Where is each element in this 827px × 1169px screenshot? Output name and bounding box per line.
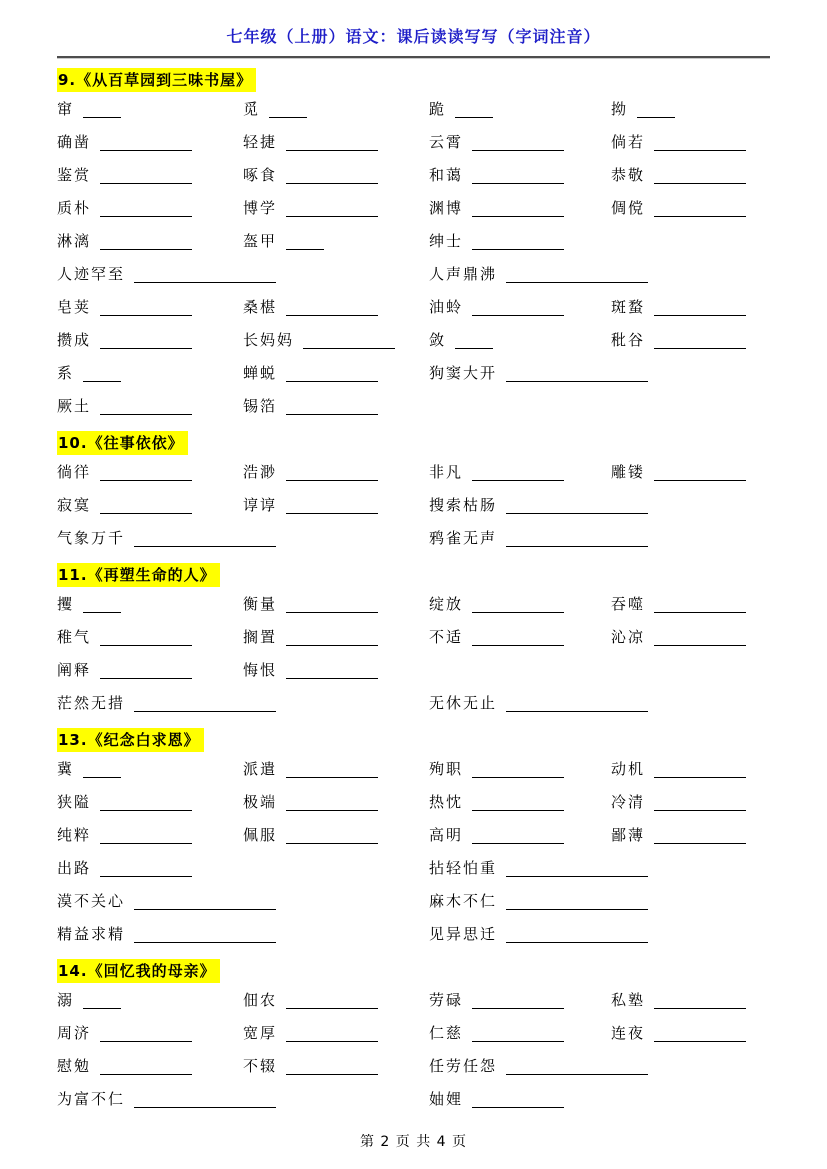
pinyin-blank [472, 765, 564, 778]
pinyin-blank [83, 369, 121, 382]
word-row [57, 455, 770, 488]
word-entry [429, 857, 770, 878]
pinyin-blank [472, 237, 564, 250]
pinyin-blank [269, 105, 307, 118]
word-label: 连夜 [611, 1024, 646, 1042]
word-label: 非凡 [429, 463, 464, 481]
word-row [57, 1049, 770, 1082]
word-entry [429, 197, 611, 218]
word-label: 谆谆 [243, 496, 278, 514]
section-heading-row [57, 563, 770, 587]
word-row [57, 818, 770, 851]
word-entry [429, 626, 611, 647]
word-entry [57, 1055, 243, 1076]
word-entry [611, 197, 770, 218]
pinyin-blank [100, 1029, 192, 1042]
word-entry [57, 329, 243, 350]
word-label: 高明 [429, 826, 464, 844]
pinyin-blank [654, 633, 746, 646]
word-entry [611, 1022, 770, 1043]
pinyin-blank [100, 402, 192, 415]
pinyin-blank [455, 336, 493, 349]
pinyin-blank [654, 996, 746, 1009]
pinyin-blank [506, 534, 648, 547]
pinyin-blank [472, 798, 564, 811]
word-label: 恭敬 [611, 166, 646, 184]
word-label: 劳碌 [429, 991, 464, 1009]
word-label: 狭隘 [57, 793, 92, 811]
word-label: 冷清 [611, 793, 646, 811]
word-label: 敛 [429, 331, 447, 349]
word-entry [57, 461, 243, 482]
word-label: 寂寞 [57, 496, 92, 514]
word-entry [243, 626, 429, 647]
word-label: 浩渺 [243, 463, 278, 481]
word-entry [243, 1022, 429, 1043]
word-entry [57, 263, 429, 284]
word-entry [429, 1022, 611, 1043]
word-label: 派遣 [243, 760, 278, 778]
section-heading: 13.《纪念白求恩》 [57, 728, 204, 752]
word-entry [429, 692, 770, 713]
word-entry [57, 758, 243, 779]
pinyin-blank [654, 798, 746, 811]
word-label: 人迹罕至 [57, 265, 126, 283]
word-label: 极端 [243, 793, 278, 811]
pinyin-blank [100, 237, 192, 250]
pinyin-blank [100, 468, 192, 481]
word-label: 出路 [57, 859, 92, 877]
word-label: 溺 [57, 991, 75, 1009]
section-heading-row [57, 959, 770, 983]
pinyin-blank [134, 1095, 276, 1108]
pinyin-blank [286, 600, 378, 613]
word-entry [611, 164, 770, 185]
pinyin-blank [637, 105, 675, 118]
word-row [57, 125, 770, 158]
word-label: 斑蝥 [611, 298, 646, 316]
word-entry [611, 758, 770, 779]
pinyin-blank [100, 666, 192, 679]
word-entry [429, 890, 770, 911]
word-label: 长妈妈 [243, 331, 295, 349]
word-label: 跪 [429, 100, 447, 118]
word-label: 淋漓 [57, 232, 92, 250]
word-label: 私塾 [611, 991, 646, 1009]
word-label: 博学 [243, 199, 278, 217]
word-label: 倘若 [611, 133, 646, 151]
pinyin-blank [286, 798, 378, 811]
section-heading-row [57, 431, 770, 455]
word-row [57, 92, 770, 125]
word-entry [429, 989, 611, 1010]
word-entry [243, 230, 429, 251]
document-title: 七年级（上册）语文：课后读读写写（字词注音） [226, 27, 601, 46]
pinyin-blank [134, 699, 276, 712]
word-entry [429, 329, 611, 350]
pinyin-blank [286, 996, 378, 1009]
word-label: 攫 [57, 595, 75, 613]
word-row [57, 1016, 770, 1049]
pinyin-blank [286, 204, 378, 217]
word-label: 佃农 [243, 991, 278, 1009]
word-entry [57, 98, 243, 119]
pinyin-blank [83, 105, 121, 118]
word-entry [57, 1088, 429, 1109]
pinyin-blank [506, 930, 648, 943]
pinyin-blank [654, 336, 746, 349]
word-label: 渊博 [429, 199, 464, 217]
section-heading: 9.《从百草园到三味书屋》 [57, 68, 256, 92]
word-entry [243, 791, 429, 812]
page-number: 第 2 页 共 4 页 [359, 1134, 468, 1150]
word-entry [429, 296, 611, 317]
pinyin-blank [654, 138, 746, 151]
word-row [57, 1082, 770, 1115]
pinyin-blank [134, 534, 276, 547]
word-label: 鉴赏 [57, 166, 92, 184]
pinyin-blank [472, 171, 564, 184]
word-label: 沁凉 [611, 628, 646, 646]
section-heading: 11.《再塑生命的人》 [57, 563, 220, 587]
word-entry [243, 197, 429, 218]
word-label: 蝉蜕 [243, 364, 278, 382]
word-entry [243, 758, 429, 779]
word-label: 稚气 [57, 628, 92, 646]
pinyin-blank [654, 303, 746, 316]
word-row [57, 290, 770, 323]
pinyin-blank [654, 468, 746, 481]
word-entry [243, 164, 429, 185]
pinyin-blank [134, 930, 276, 943]
pinyin-blank [100, 864, 192, 877]
section-heading: 14.《回忆我的母亲》 [57, 959, 220, 983]
word-entry [57, 659, 243, 680]
word-label: 茫然无措 [57, 694, 126, 712]
word-entry [243, 362, 429, 383]
word-entry [611, 461, 770, 482]
word-row [57, 257, 770, 290]
pinyin-blank [100, 501, 192, 514]
pinyin-blank [506, 864, 648, 877]
word-row [57, 851, 770, 884]
pinyin-blank [134, 897, 276, 910]
word-label: 见异思迁 [429, 925, 498, 943]
word-entry [429, 263, 770, 284]
pinyin-blank [506, 369, 648, 382]
word-label: 秕谷 [611, 331, 646, 349]
pinyin-blank [83, 600, 121, 613]
word-label: 拗 [611, 100, 629, 118]
word-label: 盔甲 [243, 232, 278, 250]
word-row [57, 323, 770, 356]
word-entry [611, 329, 770, 350]
pinyin-blank [472, 138, 564, 151]
word-label: 麻木不仁 [429, 892, 498, 910]
word-label: 徜徉 [57, 463, 92, 481]
word-label: 轻捷 [243, 133, 278, 151]
pinyin-blank [654, 171, 746, 184]
word-label: 和蔼 [429, 166, 464, 184]
pinyin-blank [506, 699, 648, 712]
word-label: 桑椹 [243, 298, 278, 316]
header-divider [57, 56, 770, 59]
word-entry [57, 395, 243, 416]
pinyin-blank [286, 666, 378, 679]
pinyin-blank [286, 468, 378, 481]
word-entry [429, 593, 611, 614]
word-label: 动机 [611, 760, 646, 778]
pinyin-blank [100, 336, 192, 349]
word-label: 皂荚 [57, 298, 92, 316]
sections-container [57, 68, 770, 1115]
word-label: 热忱 [429, 793, 464, 811]
word-entry [57, 197, 243, 218]
pinyin-blank [286, 633, 378, 646]
pinyin-blank [303, 336, 395, 349]
word-label: 衡量 [243, 595, 278, 613]
pinyin-blank [286, 831, 378, 844]
word-entry [243, 461, 429, 482]
pinyin-blank [286, 402, 378, 415]
word-entry [243, 131, 429, 152]
section-heading-row [57, 728, 770, 752]
word-label: 啄食 [243, 166, 278, 184]
pinyin-blank [100, 303, 192, 316]
word-row [57, 752, 770, 785]
word-entry [57, 626, 243, 647]
word-entry [611, 791, 770, 812]
word-entry [429, 923, 770, 944]
word-entry [243, 1055, 429, 1076]
word-row [57, 587, 770, 620]
word-label: 妯娌 [429, 1090, 464, 1108]
word-entry [57, 857, 243, 878]
word-entry [243, 824, 429, 845]
word-label: 绅士 [429, 232, 464, 250]
word-label: 鄙薄 [611, 826, 646, 844]
pinyin-blank [100, 831, 192, 844]
section-heading: 10.《往事依依》 [57, 431, 188, 455]
word-row [57, 488, 770, 521]
word-entry [243, 329, 429, 350]
word-label: 雕镂 [611, 463, 646, 481]
word-row [57, 224, 770, 257]
pinyin-blank [100, 204, 192, 217]
pinyin-blank [472, 1029, 564, 1042]
pinyin-blank [506, 270, 648, 283]
pinyin-blank [83, 765, 121, 778]
pinyin-blank [472, 600, 564, 613]
pinyin-blank [286, 765, 378, 778]
word-entry [57, 164, 243, 185]
word-label: 搜索枯肠 [429, 496, 498, 514]
word-label: 仁慈 [429, 1024, 464, 1042]
word-entry [611, 296, 770, 317]
word-label: 周济 [57, 1024, 92, 1042]
word-label: 云霄 [429, 133, 464, 151]
pinyin-blank [506, 1062, 648, 1075]
word-label: 不适 [429, 628, 464, 646]
word-row [57, 521, 770, 554]
word-entry [243, 593, 429, 614]
word-label: 狗窦大开 [429, 364, 498, 382]
word-entry [57, 527, 429, 548]
word-entry [57, 824, 243, 845]
pinyin-blank [472, 996, 564, 1009]
word-entry [429, 1088, 611, 1109]
word-label: 为富不仁 [57, 1090, 126, 1108]
pinyin-blank [472, 633, 564, 646]
pinyin-blank [100, 1062, 192, 1075]
word-label: 不辍 [243, 1057, 278, 1075]
word-entry [243, 494, 429, 515]
word-entry [429, 230, 611, 251]
pinyin-blank [455, 105, 493, 118]
word-label: 精益求精 [57, 925, 126, 943]
word-row [57, 356, 770, 389]
word-row [57, 917, 770, 950]
pinyin-blank [286, 1029, 378, 1042]
pinyin-blank [286, 1062, 378, 1075]
word-label: 悔恨 [243, 661, 278, 679]
word-label: 慰勉 [57, 1057, 92, 1075]
pinyin-blank [506, 501, 648, 514]
word-entry [429, 1055, 770, 1076]
word-label: 搁置 [243, 628, 278, 646]
word-entry [611, 824, 770, 845]
word-entry [57, 692, 429, 713]
word-entry [243, 395, 429, 416]
pinyin-blank [472, 303, 564, 316]
word-entry [57, 131, 243, 152]
word-label: 无休无止 [429, 694, 498, 712]
word-entry [57, 296, 243, 317]
word-row [57, 686, 770, 719]
pinyin-blank [100, 138, 192, 151]
pinyin-blank [654, 204, 746, 217]
word-label: 任劳任怨 [429, 1057, 498, 1075]
pinyin-blank [286, 303, 378, 316]
word-entry [429, 494, 770, 515]
pinyin-blank [472, 831, 564, 844]
word-label: 吞噬 [611, 595, 646, 613]
word-entry [57, 989, 243, 1010]
word-entry [57, 791, 243, 812]
word-label: 纯粹 [57, 826, 92, 844]
pinyin-blank [472, 468, 564, 481]
pinyin-blank [654, 1029, 746, 1042]
word-entry [243, 296, 429, 317]
pinyin-blank [134, 270, 276, 283]
pinyin-blank [286, 369, 378, 382]
word-entry [429, 824, 611, 845]
word-label: 佩服 [243, 826, 278, 844]
word-label: 鸦雀无声 [429, 529, 498, 547]
word-entry [243, 989, 429, 1010]
word-label: 油蛉 [429, 298, 464, 316]
word-row [57, 653, 770, 686]
pinyin-blank [100, 798, 192, 811]
word-label: 厥土 [57, 397, 92, 415]
word-entry [57, 593, 243, 614]
word-label: 绽放 [429, 595, 464, 613]
word-label: 气象万千 [57, 529, 126, 547]
word-entry [611, 593, 770, 614]
word-row [57, 191, 770, 224]
word-label: 宽厚 [243, 1024, 278, 1042]
word-entry [611, 626, 770, 647]
pinyin-blank [100, 633, 192, 646]
pinyin-blank [472, 1095, 564, 1108]
word-entry [429, 527, 770, 548]
pinyin-blank [654, 831, 746, 844]
word-label: 锡箔 [243, 397, 278, 415]
pinyin-blank [286, 138, 378, 151]
word-label: 窜 [57, 100, 75, 118]
word-row [57, 884, 770, 917]
word-label: 人声鼎沸 [429, 265, 498, 283]
word-entry [57, 362, 243, 383]
word-entry [429, 131, 611, 152]
pinyin-blank [506, 897, 648, 910]
word-entry [429, 791, 611, 812]
word-entry [429, 461, 611, 482]
word-label: 漠不关心 [57, 892, 126, 910]
word-label: 倜傥 [611, 199, 646, 217]
word-entry [611, 989, 770, 1010]
word-entry [429, 98, 611, 119]
word-entry [429, 164, 611, 185]
pinyin-blank [83, 996, 121, 1009]
word-row [57, 620, 770, 653]
section-heading-row [57, 68, 770, 92]
word-entry [611, 98, 770, 119]
word-entry [429, 362, 770, 383]
word-row [57, 158, 770, 191]
word-entry [57, 230, 243, 251]
word-label: 拈轻怕重 [429, 859, 498, 877]
word-entry [57, 494, 243, 515]
word-label: 冀 [57, 760, 75, 778]
word-entry [429, 758, 611, 779]
word-row [57, 785, 770, 818]
word-entry [57, 1022, 243, 1043]
word-label: 阐释 [57, 661, 92, 679]
word-entry [243, 659, 429, 680]
pinyin-blank [286, 237, 324, 250]
word-entry [611, 131, 770, 152]
word-row [57, 983, 770, 1016]
word-label: 确凿 [57, 133, 92, 151]
word-row [57, 389, 770, 422]
pinyin-blank [654, 765, 746, 778]
pinyin-blank [286, 501, 378, 514]
word-label: 系 [57, 364, 75, 382]
word-label: 攒成 [57, 331, 92, 349]
pinyin-blank [472, 204, 564, 217]
word-entry [243, 98, 429, 119]
word-label: 质朴 [57, 199, 92, 217]
pinyin-blank [286, 171, 378, 184]
pinyin-blank [654, 600, 746, 613]
pinyin-blank [100, 171, 192, 184]
word-label: 殉职 [429, 760, 464, 778]
word-entry [57, 923, 429, 944]
word-label: 觅 [243, 100, 261, 118]
word-entry [57, 890, 429, 911]
